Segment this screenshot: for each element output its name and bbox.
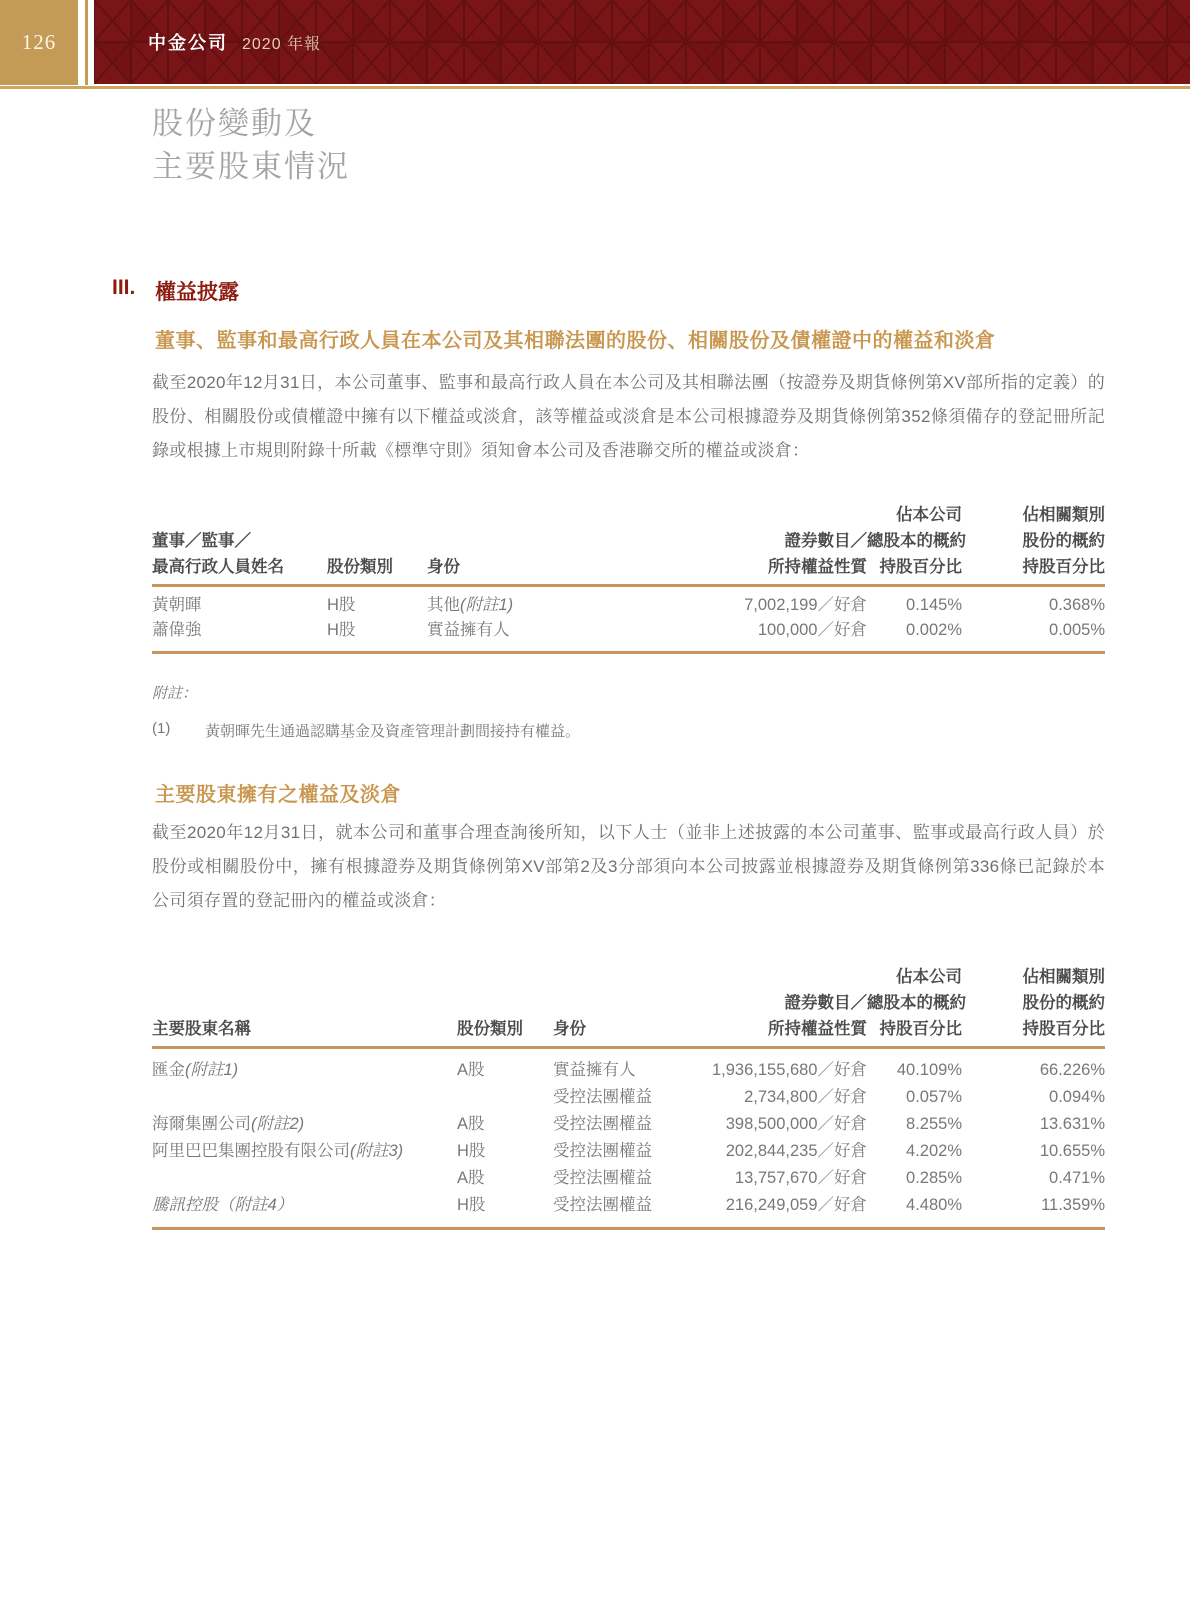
cell-securities: 100,000／好倉 [757, 621, 867, 639]
note-ref: （附註4） [218, 1196, 294, 1214]
cell-share-class: A股 [457, 1061, 485, 1079]
cell-share-class: H股 [457, 1142, 486, 1160]
cell-pct-total: 0.285% [906, 1169, 962, 1187]
cell-name: 海爾集團公司(附註2) [152, 1115, 305, 1133]
section-numeral: III. [112, 276, 136, 299]
col-pct-total: 佔本公司 總股本的概約 持股百分比 [867, 968, 966, 1038]
table-body [152, 1049, 1105, 1227]
cell-pct-class: 11.359% [1041, 1196, 1105, 1214]
table-header [152, 936, 1105, 1046]
cell-pct-class: 0.094% [1049, 1088, 1105, 1106]
cell-securities: 202,844,235／好倉 [725, 1142, 867, 1160]
col-capacity: 身份 [553, 1020, 586, 1038]
cell-capacity: 受控法團權益 [553, 1169, 652, 1187]
document-title-line2: 主要股東情況 [152, 149, 350, 184]
col-securities: 證券數目／ 所持權益性質 [768, 994, 867, 1038]
table-row [152, 1192, 1105, 1219]
cell-name: 匯金(附註1) [152, 1061, 239, 1079]
gold-horizontal-rule [0, 86, 1190, 89]
col-share-class: 股份類別 [327, 558, 393, 576]
note-ref: (附註3) [350, 1142, 404, 1160]
cell-pct-class: 0.005% [1049, 621, 1105, 639]
cell-share-class: H股 [327, 621, 356, 639]
cell-pct-total: 4.480% [906, 1196, 962, 1214]
document-title-line1: 股份變動及 [152, 106, 317, 141]
cell-name: 阿里巴巴集團控股有限公司(附註3) [152, 1142, 404, 1160]
cell-securities: 2,734,800／好倉 [744, 1088, 867, 1106]
cell-capacity: 實益擁有人 [553, 1061, 636, 1079]
directors-interests-table [152, 474, 1105, 654]
cell-pct-class: 66.226% [1039, 1061, 1105, 1079]
gold-vertical-divider [85, 0, 88, 85]
table-body [152, 587, 1105, 651]
banner-text [148, 0, 321, 84]
notes-label: 附註： [152, 685, 198, 702]
note-text: 黃朝暉先生通過認購基金及資產管理計劃間接持有權益。 [205, 723, 581, 740]
substantial-shareholders-table [152, 936, 1105, 1230]
table-row [152, 593, 1105, 618]
substantial-intro-paragraph: 截至2020年12月31日，就本公司和董事合理查詢後所知，以下人士（並非上述披露的本公司董事、監事或最高行政人員）於股份或相關股份中，擁有根據證券及期貨條例第XV部第2及3分部須向本公司披露並根據證券及期貨條例第336條已記錄於本公司須存置的登記冊內的權益或淡倉： [152, 823, 1105, 910]
table-row [152, 1165, 1105, 1192]
table-row [152, 1111, 1105, 1138]
col-pct-total: 佔本公司 總股本的概約 持股百分比 [867, 506, 966, 576]
cell-share-class: H股 [327, 596, 356, 614]
table-row [152, 1057, 1105, 1084]
col-name: 董事／監事／ 最高行政人員姓名 [152, 532, 284, 576]
cell-capacity: 受控法團權益 [553, 1142, 652, 1160]
table-rule-bottom [152, 651, 1105, 654]
table-row [152, 618, 1105, 643]
col-share-class: 股份類別 [457, 1020, 523, 1038]
cell-capacity: 受控法團權益 [553, 1115, 652, 1133]
report-year: 2020 年報 [242, 35, 322, 53]
cell-share-class: A股 [457, 1169, 485, 1187]
cell-securities: 398,500,000／好倉 [725, 1115, 867, 1133]
cell-pct-total: 40.109% [896, 1061, 962, 1079]
cell-pct-total: 8.255% [906, 1115, 962, 1133]
cell-pct-total: 4.202% [906, 1142, 962, 1160]
cell-name: 黃朝暉 [152, 596, 202, 614]
section-heading-text: 權益披露 [155, 281, 239, 304]
col-pct-class: 佔相關類別 股份的概約 持股百分比 [1022, 968, 1105, 1038]
page-number-block [0, 0, 78, 85]
company-name: 中金公司 [148, 33, 228, 53]
cell-name [152, 1084, 457, 1111]
directors-heading: 董事、監事和最高行政人員在本公司及其相聯法團的股份、相關股份及債權證中的權益和淡倉 [155, 330, 996, 352]
note-number: (1) [152, 720, 171, 737]
cell-pct-total: 0.002% [906, 621, 962, 639]
cell-capacity: 實益擁有人 [427, 621, 510, 639]
cell-capacity: 受控法團權益 [553, 1088, 652, 1106]
cell-name: 騰訊控股（附註4） [152, 1196, 294, 1214]
col-shareholder-name: 主要股東名稱 [152, 1020, 251, 1038]
cell-name: 蕭偉強 [152, 621, 202, 639]
note-ref: (附註1) [185, 1061, 239, 1079]
cell-securities: 13,757,670／好倉 [734, 1169, 867, 1187]
header-banner [94, 0, 1190, 84]
cell-share-class [457, 1084, 553, 1111]
cell-capacity: 受控法團權益 [553, 1196, 652, 1214]
note-ref: (附註2) [251, 1115, 305, 1133]
cell-pct-class: 13.631% [1039, 1115, 1105, 1133]
col-capacity: 身份 [427, 558, 460, 576]
table-rule-bottom [152, 1227, 1105, 1230]
cell-share-class: A股 [457, 1115, 485, 1133]
directors-intro-paragraph: 截至2020年12月31日，本公司董事、監事和最高行政人員在本公司及其相聯法團（按證券及期貨條例第XV部所指的定義）的股份、相關股份或債權證中擁有以下權益或淡倉，該等權益或淡倉是本公司根據證券及期貨條例第352條須備存的登記冊所記錄或根據上市規則附錄十所載《標準守則》須知會本公司及香港聯交所的權益或淡倉： [152, 373, 1105, 460]
cell-pct-class: 0.471% [1049, 1169, 1105, 1187]
note-item [152, 720, 580, 741]
cell-pct-class: 10.655% [1039, 1142, 1105, 1160]
cell-capacity: 其他(附註1) [427, 596, 514, 614]
cell-pct-total: 0.145% [906, 596, 962, 614]
note-ref: (附註1) [460, 596, 514, 614]
document-title [152, 102, 350, 188]
cell-pct-class: 0.368% [1049, 596, 1105, 614]
cell-name [152, 1165, 457, 1192]
table-row [152, 1138, 1105, 1165]
cell-securities: 1,936,155,680／好倉 [711, 1061, 867, 1079]
page-number: 126 [21, 30, 57, 54]
cell-pct-total: 0.057% [906, 1088, 962, 1106]
cell-securities: 216,249,059／好倉 [725, 1196, 867, 1214]
substantial-heading: 主要股東擁有之權益及淡倉 [155, 784, 401, 806]
col-pct-class: 佔相關類別 股份的概約 持股百分比 [1022, 506, 1105, 576]
cell-share-class: H股 [457, 1196, 486, 1214]
table-header [152, 474, 1105, 584]
col-securities: 證券數目／ 所持權益性質 [768, 532, 867, 576]
cell-securities: 7,002,199／好倉 [744, 596, 867, 614]
section-heading [112, 276, 239, 306]
table-row [152, 1084, 1105, 1111]
